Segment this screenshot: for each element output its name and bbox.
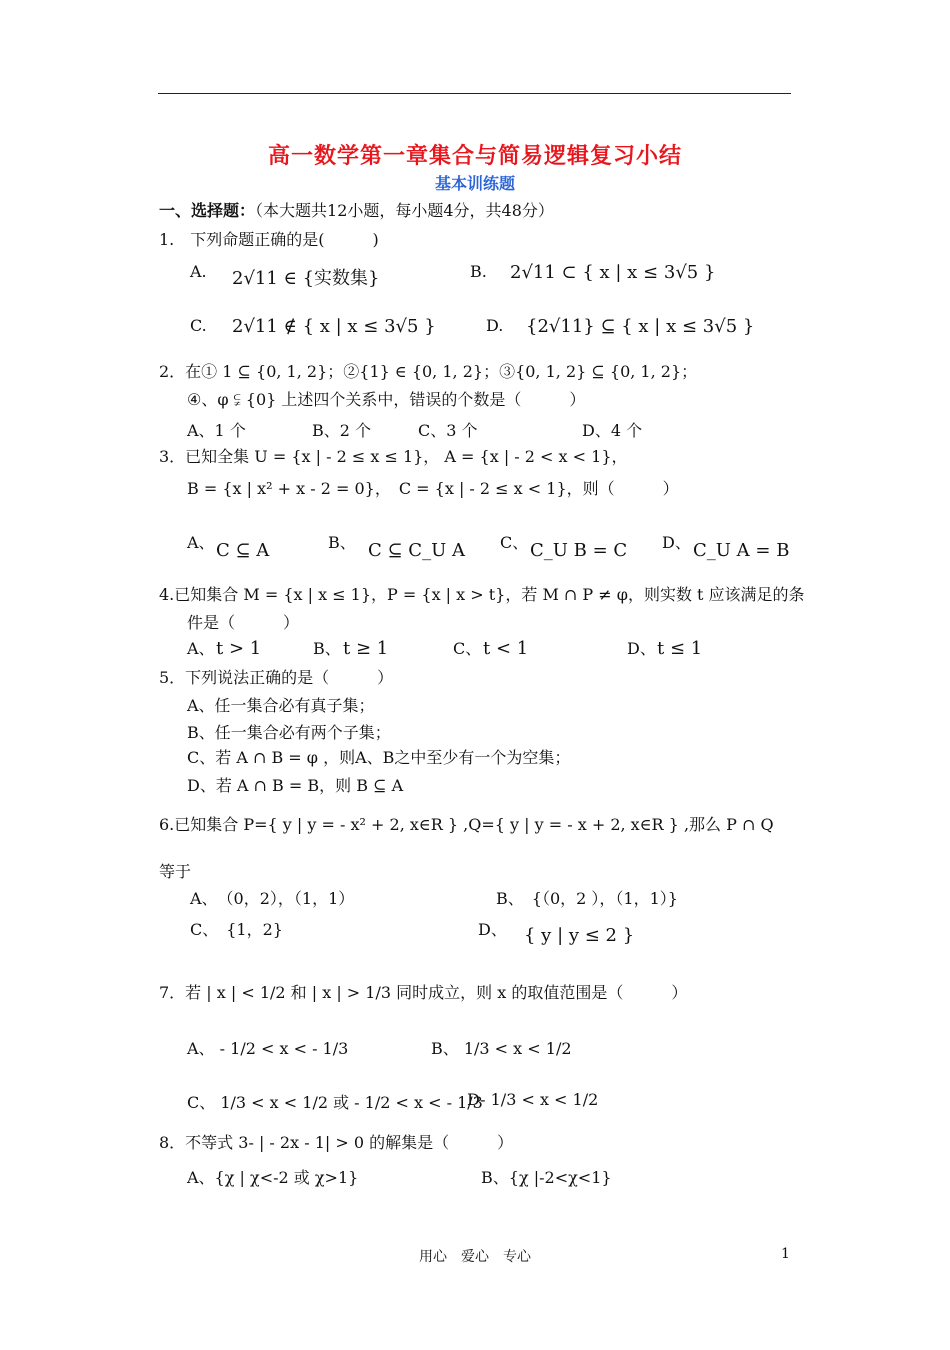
q3-a-text: C ⊆ A xyxy=(216,540,270,561)
q5-option-c: C、若 A ∩ B = φ ，则A、B之中至少有一个为空集； xyxy=(187,748,571,767)
q4-a-text: t > 1 xyxy=(216,638,262,659)
q1-a-text: 2√11 ∈ {实数集} xyxy=(232,268,380,289)
q4-b-label: B、 xyxy=(313,639,341,658)
q3-c-label: C、 xyxy=(500,533,529,552)
q4-c-text: t < 1 xyxy=(483,638,529,659)
q2-option-b: B、2 个 xyxy=(312,421,372,440)
q1-d-text: {2√11} ⊆ { x | x ≤ 3√5 } xyxy=(526,316,755,337)
q5-stem: 5．下列说法正确的是（ ） xyxy=(159,668,394,687)
q6-option-c: C、 {1，2} xyxy=(190,920,283,939)
q4-d-label: D、 xyxy=(627,639,656,658)
q1-d-label: D. xyxy=(486,316,504,335)
q5-option-a: A、任一集合必有真子集； xyxy=(187,696,375,715)
q6-d-label: D、 xyxy=(478,920,507,939)
q8-option-a: A、{χ | χ<-2 或 χ>1} xyxy=(187,1168,359,1187)
q7-option-c: C、 1/3 < x < 1/2 或 - 1/2 < x < - 1/3 xyxy=(187,1093,483,1112)
q7-option-d: D- 1/3 < x < 1/2 xyxy=(467,1090,599,1109)
q4-d-text: t ≤ 1 xyxy=(657,638,703,659)
q3-d-text: C_U A = B xyxy=(693,540,790,561)
page-footer: 用心 爱心 专心 xyxy=(419,1249,531,1265)
section-label: 一、选择题： xyxy=(159,201,256,220)
q5-option-d: D、若 A ∩ B = B，则 B ⊆ A xyxy=(187,776,404,795)
q1-a-label: A. xyxy=(190,262,207,281)
q7-stem: 7．若 | x | < 1/2 和 | x | > 1/3 同时成立，则 x 的取值范围是（ ） xyxy=(159,983,688,1002)
q6-stem-line1: 6.已知集合 P={ y | y = - x² + 2, x∈R } ,Q={ y | y = - x + 2, x∈R } ,那么 P ∩ Q xyxy=(159,815,774,834)
q1-b-text: 2√11 ⊂ { x | x ≤ 3√5 } xyxy=(510,262,716,283)
q4-stem-line1: 4.已知集合 M = {x | x ≤ 1}，P = {x | x > t}，若 M ∩ P ≠ φ，则实数 t 应该满足的条 xyxy=(159,585,805,604)
q4-c-label: C、 xyxy=(453,639,482,658)
section-note: （本大题共12小题，每小题4分，共48分） xyxy=(255,201,554,220)
q1-c-label: C. xyxy=(190,316,207,335)
q1-stem: 1. 下列命题正确的是( ) xyxy=(159,230,379,249)
q8-stem: 8．不等式 3- | - 2x - 1| > 0 的解集是（ ） xyxy=(159,1133,514,1152)
q6-option-a: A、 （0，2），（1，1） xyxy=(190,889,355,908)
q3-c-text: C_U B = C xyxy=(530,540,628,561)
header-rule xyxy=(158,93,791,94)
q6-d-text: { y | y ≤ 2 } xyxy=(524,925,635,946)
q3-stem-line1: 3．已知全集 U = {x | - 2 ≤ x ≤ 1}， A = {x | - 2 < x < 1}， xyxy=(159,447,628,466)
q5-option-b: B、任一集合必有两个子集； xyxy=(187,723,391,742)
page-number: 1 xyxy=(781,1246,790,1262)
q7-option-b: B、 1/3 < x < 1/2 xyxy=(431,1039,572,1058)
q3-a-label: A、 xyxy=(187,533,215,552)
page-title: 高一数学第一章集合与简易逻辑复习小结 xyxy=(267,143,682,169)
page-subtitle: 基本训练题 xyxy=(434,174,515,193)
q2-stem-line1: 2．在① 1 ⊆ {0, 1, 2}；②{1} ∈ {0, 1, 2}；③{0, 1, 2} ⊆ {0, 1, 2}； xyxy=(159,362,698,381)
q3-b-label: B、 xyxy=(328,533,356,552)
section-heading xyxy=(159,198,554,221)
q3-d-label: D、 xyxy=(662,533,691,552)
q7-option-a: A、 - 1/2 < x < - 1/3 xyxy=(187,1039,349,1058)
q4-stem-line2: 件是（ ） xyxy=(187,613,300,632)
q2-option-c: C、3 个 xyxy=(418,421,478,440)
q2-stem-line2: ④、φ ⫋ {0} 上述四个关系中，错误的个数是（ ） xyxy=(187,390,586,409)
q3-stem-line2: B = {x | x² + x - 2 = 0}， C = {x | - 2 ≤ x < 1}，则（ ） xyxy=(187,479,679,498)
q8-option-b: B、{χ |-2<χ<1} xyxy=(481,1168,612,1187)
q3-b-text: C ⊆ C_U A xyxy=(368,540,465,561)
q2-option-d: D、4 个 xyxy=(582,421,643,440)
q6-option-b: B、 {（0，2 ），（1，1）} xyxy=(496,889,678,908)
q1-c-text: 2√11 ∉ { x | x ≤ 3√5 } xyxy=(232,316,436,337)
q2-option-a: A、1 个 xyxy=(187,421,246,440)
q1-b-label: B. xyxy=(470,262,487,281)
q6-stem-line2: 等于 xyxy=(159,862,192,881)
q4-a-label: A、 xyxy=(187,639,215,658)
q4-b-text: t ≥ 1 xyxy=(343,638,389,659)
